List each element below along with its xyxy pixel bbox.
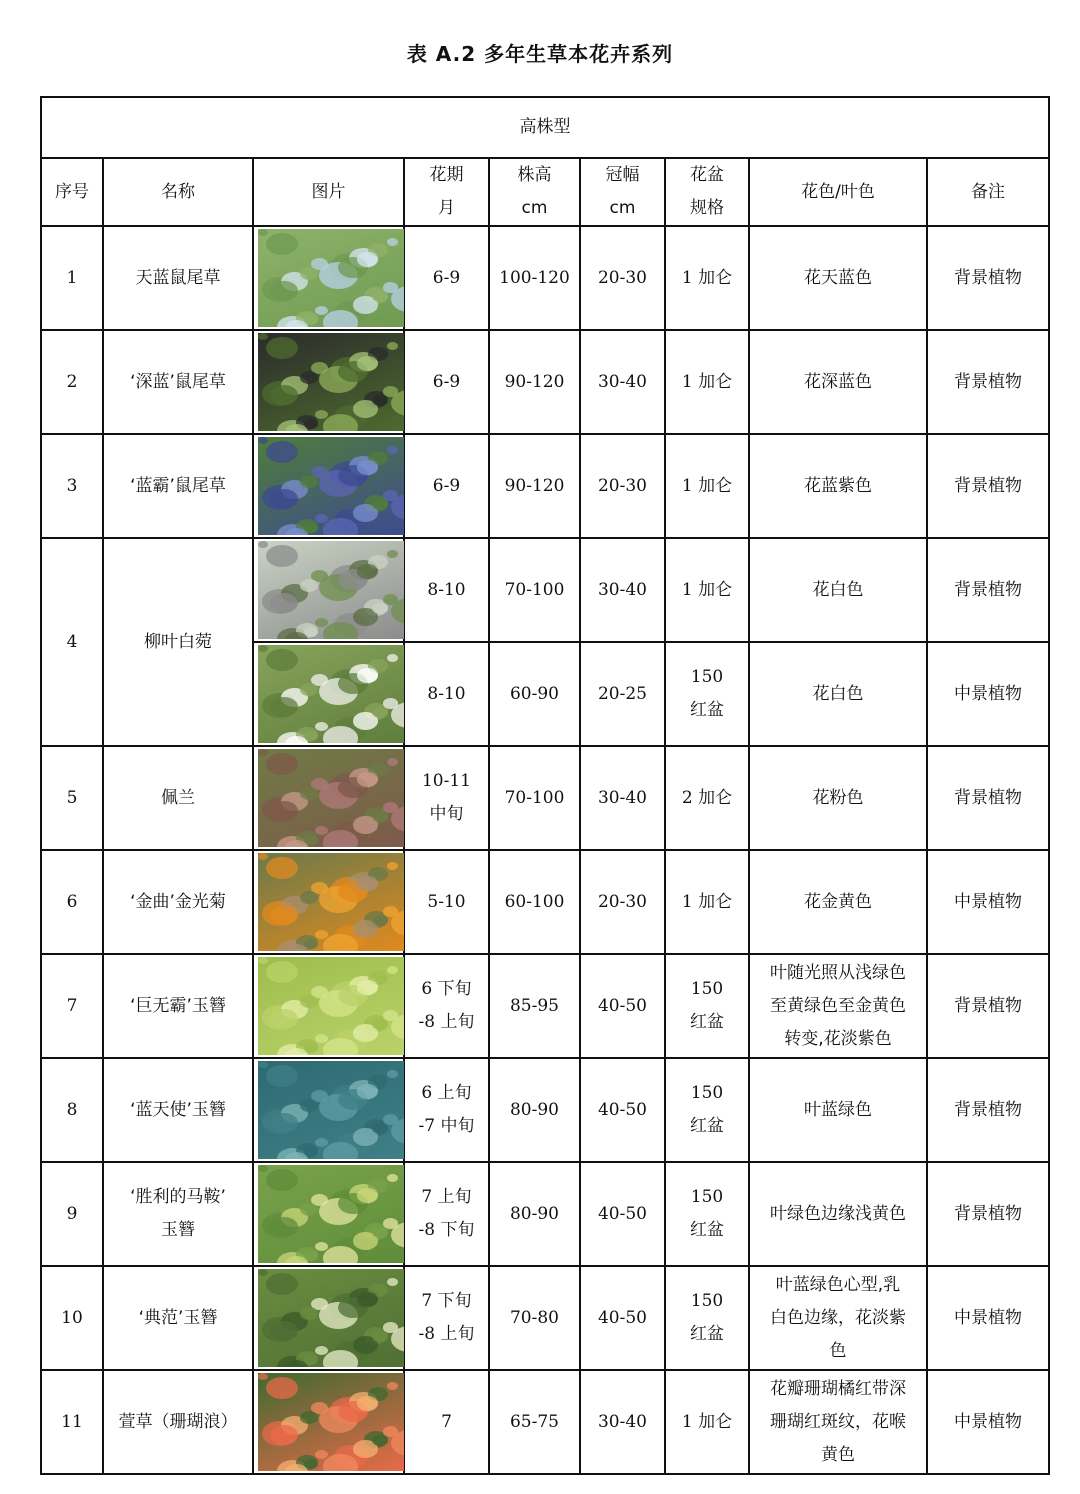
cell-color: 叶绿色边缘浅黄色 — [749, 1162, 927, 1266]
eupatorium-photo — [258, 749, 404, 847]
cell-note: 背景植物 — [927, 434, 1049, 538]
cell-name: 天蓝鼠尾草 — [103, 226, 253, 330]
cell-color: 叶蓝绿色 — [749, 1058, 927, 1162]
cell-color: 花深蓝色 — [749, 330, 927, 434]
cell-no: 7 — [41, 954, 103, 1058]
cell-photo — [253, 434, 404, 538]
table-row — [41, 226, 1049, 330]
cell-no: 3 — [41, 434, 103, 538]
cell-name: ‘巨无霸’玉簪 — [103, 954, 253, 1058]
cell-color: 花白色 — [749, 538, 927, 642]
table-row — [41, 850, 1049, 954]
cell-note: 中景植物 — [927, 850, 1049, 954]
cell-name: ‘蓝天使’玉簪 — [103, 1058, 253, 1162]
cell-height: 100-120 — [489, 226, 580, 330]
cell-height: 70-80 — [489, 1266, 580, 1370]
section-header: 高株型 — [41, 97, 1049, 158]
willow-aster-potted-photo — [258, 541, 404, 639]
table-row — [41, 538, 1049, 642]
cell-bloom: 10-11 中旬 — [404, 746, 489, 850]
cell-pot: 1 加仑 — [665, 330, 749, 434]
table-row — [41, 434, 1049, 538]
cell-photo — [253, 226, 404, 330]
table-row — [41, 1370, 1049, 1474]
table-row — [41, 330, 1049, 434]
hosta-victory-photo — [258, 1165, 404, 1263]
daylily-coral-photo — [258, 1373, 404, 1471]
cell-name: ‘蓝霸’鼠尾草 — [103, 434, 253, 538]
cell-photo — [253, 1266, 404, 1370]
cell-bloom: 6-9 — [404, 330, 489, 434]
cell-name: ‘金曲’金光菊 — [103, 850, 253, 954]
cell-bloom: 6 下旬 -8 上旬 — [404, 954, 489, 1058]
cell-height: 90-120 — [489, 434, 580, 538]
cell-crown: 30-40 — [580, 538, 665, 642]
cell-photo — [253, 954, 404, 1058]
cell-no: 2 — [41, 330, 103, 434]
cell-note: 中景植物 — [927, 1370, 1049, 1474]
cell-name: ‘典范’玉簪 — [103, 1266, 253, 1370]
cell-crown: 40-50 — [580, 954, 665, 1058]
cell-height: 65-75 — [489, 1370, 580, 1474]
cell-no: 5 — [41, 746, 103, 850]
cell-no: 4 — [41, 538, 103, 746]
cell-name: ‘深蓝’鼠尾草 — [103, 330, 253, 434]
header-no: 序号 — [41, 158, 103, 226]
rudbeckia-photo — [258, 853, 404, 951]
cell-pot: 1 加仑 — [665, 434, 749, 538]
cell-photo — [253, 1370, 404, 1474]
cell-color: 叶随光照从浅绿色 至黄绿色至金黄色 转变,花淡紫色 — [749, 954, 927, 1058]
cell-height: 80-90 — [489, 1162, 580, 1266]
cell-no: 9 — [41, 1162, 103, 1266]
willow-aster-flowering-photo — [258, 645, 404, 743]
blue-king-salvia-photo — [258, 437, 404, 535]
cell-color: 花瓣珊瑚橘红带深 珊瑚红斑纹，花喉 黄色 — [749, 1370, 927, 1474]
table-row — [41, 1266, 1049, 1370]
cell-crown: 20-30 — [580, 850, 665, 954]
cell-bloom: 6-9 — [404, 434, 489, 538]
cell-pot: 2 加仑 — [665, 746, 749, 850]
header-name: 名称 — [103, 158, 253, 226]
cell-bloom: 8-10 — [404, 642, 489, 746]
cell-pot: 1 加仑 — [665, 538, 749, 642]
cell-bloom: 7 — [404, 1370, 489, 1474]
cell-bloom: 7 下旬 -8 上旬 — [404, 1266, 489, 1370]
cell-name: 柳叶白菀 — [103, 538, 253, 746]
column-header-row — [41, 158, 1049, 226]
cell-height: 60-90 — [489, 642, 580, 746]
cell-height: 70-100 — [489, 538, 580, 642]
table-row — [41, 1058, 1049, 1162]
cell-bloom: 7 上旬 -8 下旬 — [404, 1162, 489, 1266]
cell-bloom: 6 上旬 -7 中旬 — [404, 1058, 489, 1162]
cell-bloom: 6-9 — [404, 226, 489, 330]
cell-photo — [253, 746, 404, 850]
plant-table — [40, 96, 1050, 1475]
cell-photo — [253, 850, 404, 954]
cell-crown: 40-50 — [580, 1058, 665, 1162]
cell-pot: 1 加仑 — [665, 1370, 749, 1474]
cell-height: 85-95 — [489, 954, 580, 1058]
cell-color: 花粉色 — [749, 746, 927, 850]
cell-note: 背景植物 — [927, 1162, 1049, 1266]
cell-height: 90-120 — [489, 330, 580, 434]
cell-name: ‘胜利的马鞍’ 玉簪 — [103, 1162, 253, 1266]
cell-photo — [253, 538, 404, 642]
cell-photo — [253, 330, 404, 434]
cell-no: 1 — [41, 226, 103, 330]
cell-pot: 150 红盆 — [665, 1162, 749, 1266]
cell-note: 背景植物 — [927, 330, 1049, 434]
cell-photo — [253, 642, 404, 746]
hosta-paradigm-photo — [258, 1269, 404, 1367]
cell-no: 8 — [41, 1058, 103, 1162]
header-height: 株高 cm — [489, 158, 580, 226]
cell-crown: 20-30 — [580, 434, 665, 538]
header-crown: 冠幅 cm — [580, 158, 665, 226]
cell-color: 花天蓝色 — [749, 226, 927, 330]
cell-pot: 150 红盆 — [665, 642, 749, 746]
cell-crown: 30-40 — [580, 330, 665, 434]
cell-height: 80-90 — [489, 1058, 580, 1162]
cell-name: 佩兰 — [103, 746, 253, 850]
cell-color: 花白色 — [749, 642, 927, 746]
cell-note: 背景植物 — [927, 954, 1049, 1058]
header-bloom: 花期 月 — [404, 158, 489, 226]
cell-note: 中景植物 — [927, 642, 1049, 746]
cell-color: 叶蓝绿色心型,乳 白色边缘，花淡紫 色 — [749, 1266, 927, 1370]
header-color: 花色/叶色 — [749, 158, 927, 226]
cell-height: 70-100 — [489, 746, 580, 850]
cell-pot: 150 红盆 — [665, 1058, 749, 1162]
cell-crown: 30-40 — [580, 1370, 665, 1474]
table-title: 表 A.2 多年生草本花卉系列 — [406, 42, 674, 66]
cell-bloom: 8-10 — [404, 538, 489, 642]
table-row — [41, 1162, 1049, 1266]
cell-crown: 30-40 — [580, 746, 665, 850]
cell-note: 背景植物 — [927, 1058, 1049, 1162]
header-note: 备注 — [927, 158, 1049, 226]
cell-no: 6 — [41, 850, 103, 954]
cell-pot: 1 加仑 — [665, 850, 749, 954]
cell-crown: 40-50 — [580, 1266, 665, 1370]
cell-note: 背景植物 — [927, 538, 1049, 642]
hosta-blue-angel-photo — [258, 1061, 404, 1159]
cell-color: 花蓝紫色 — [749, 434, 927, 538]
cell-crown: 40-50 — [580, 1162, 665, 1266]
cell-name: 萱草（珊瑚浪） — [103, 1370, 253, 1474]
hosta-sum-and-substance-photo — [258, 957, 404, 1055]
cell-note: 中景植物 — [927, 1266, 1049, 1370]
cell-crown: 20-30 — [580, 226, 665, 330]
cell-bloom: 5-10 — [404, 850, 489, 954]
deep-blue-salvia-photo — [258, 333, 404, 431]
cell-photo — [253, 1162, 404, 1266]
cell-photo — [253, 1058, 404, 1162]
cell-note: 背景植物 — [927, 226, 1049, 330]
sky-blue-salvia-photo — [258, 229, 404, 327]
cell-note: 背景植物 — [927, 746, 1049, 850]
table-row — [41, 954, 1049, 1058]
cell-no: 10 — [41, 1266, 103, 1370]
cell-color: 花金黄色 — [749, 850, 927, 954]
table-row — [41, 746, 1049, 850]
cell-pot: 150 红盆 — [665, 954, 749, 1058]
cell-no: 11 — [41, 1370, 103, 1474]
cell-pot: 150 红盆 — [665, 1266, 749, 1370]
cell-crown: 20-25 — [580, 642, 665, 746]
cell-height: 60-100 — [489, 850, 580, 954]
cell-pot: 1 加仑 — [665, 226, 749, 330]
header-picture: 图片 — [253, 158, 404, 226]
header-pot: 花盆 规格 — [665, 158, 749, 226]
